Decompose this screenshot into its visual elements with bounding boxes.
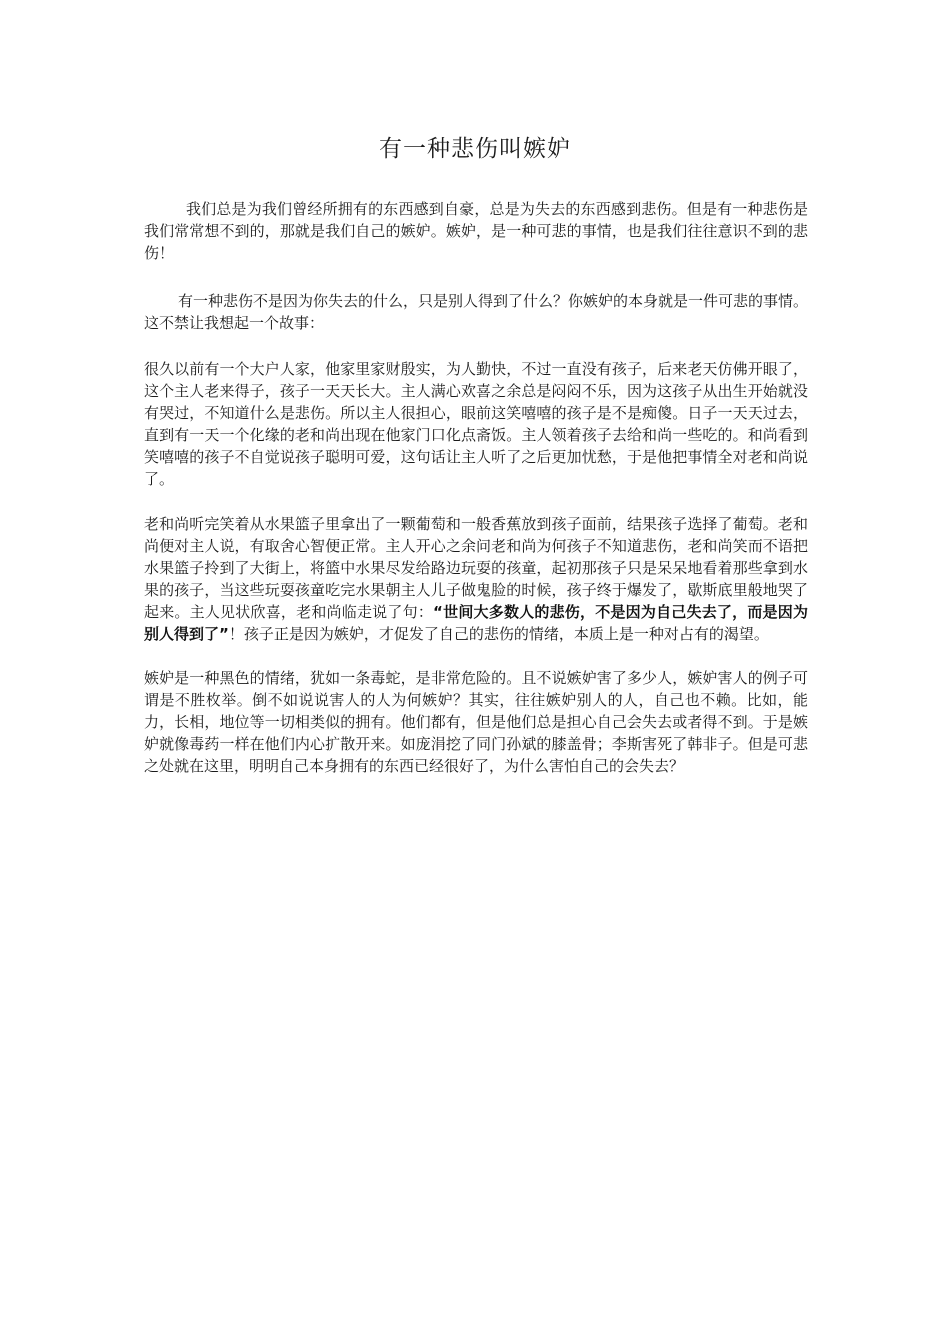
paragraph-story-part-1: 很久以前有一个大户人家，他家里家财殷实，为人勤快，不过一直没有孩子，后来老天仿佛开眼了，这个主人老来得子，孩子一天天长大。主人满心欢喜之余总是闷闷不乐，因为这孩子从出生开始就没有哭过，不知道什么是悲伤。所以主人很担心，眼前这笑嘻嘻的孩子是不是痴傻。日子一天天过去，直到有一天一个化缘的老和尚出现在他家门口化点斋饭。主人领着孩子去给和尚一些吃的。和尚看到笑嘻嘻的孩子不自觉说孩子聪明可爱，这句话让主人听了之后更加忧愁，于是他把事情全对老和尚说了。 bbox=[144, 360, 808, 488]
paragraph-story-part-2-ending: ！孩子正是因为嫉妒，才促发了自己的悲伤的情绪，本质上是一种对占有的渴望。 bbox=[228, 625, 769, 643]
paragraph-conclusion: 嫉妒是一种黑色的情绪，犹如一条毒蛇，是非常危险的。且不说嫉妒害了多少人，嫉妒害人的例子可谓是不胜枚举。倒不如说说害人的人为何嫉妒？其实，往往嫉妒别人的人，自己也不赖。比如，能力，长相，地位等一切相类似的拥有。他们都有，但是他们总是担心自己会失去或者得不到。于是嫉妒就像毒药一样在他们内心扩散开来。如庞涓挖了同门孙斌的膝盖骨；李斯害死了韩非子。但是可悲之处就在这里，明明自己本身拥有的东西已经很好了，为什么害怕自己的会失去？ bbox=[144, 669, 808, 775]
document-body bbox=[144, 198, 808, 799]
paragraph-story-part-2 bbox=[144, 513, 808, 645]
paragraph-story-lead: 有一种悲伤不是因为你失去的什么，只是别人得到了什么？你嫉妒的本身就是一件可悲的事情。这不禁让我想起一个故事： bbox=[144, 292, 809, 332]
paragraph-story-part-2-text: 老和尚听完笑着从水果篮子里拿出了一颗葡萄和一般香蕉放到孩子面前，结果孩子选择了葡萄。老和尚便对主人说，有取舍心智便正常。主人开心之余问老和尚为何孩子不知道悲伤，老和尚笑而不语把水果篮子拎到了大街上，将篮中水果尽发给路边玩耍的孩童，起初那孩子只是呆呆地看着那些拿到水果的孩子，当这些玩耍孩童吃完水果朝主人儿子做鬼脸的时候，孩子终于爆发了，歇斯底里般地哭了起来。主人见状欣喜，老和尚临走说了句： bbox=[144, 515, 808, 621]
highlighted-quote: “世间大多数人的悲伤，不是因为自己失去了，而是因为别人得到了” bbox=[144, 603, 808, 643]
document-title: 有一种悲伤叫嫉妒 bbox=[379, 136, 571, 162]
paragraph-intro: 我们总是为我们曾经所拥有的东西感到自豪，总是为失去的东西感到悲伤。但是有一种悲伤是我们常常想不到的，那就是我们自己的嫉妒。嫉妒，是一种可悲的事情，也是我们往往意识不到的悲伤！ bbox=[144, 200, 808, 262]
